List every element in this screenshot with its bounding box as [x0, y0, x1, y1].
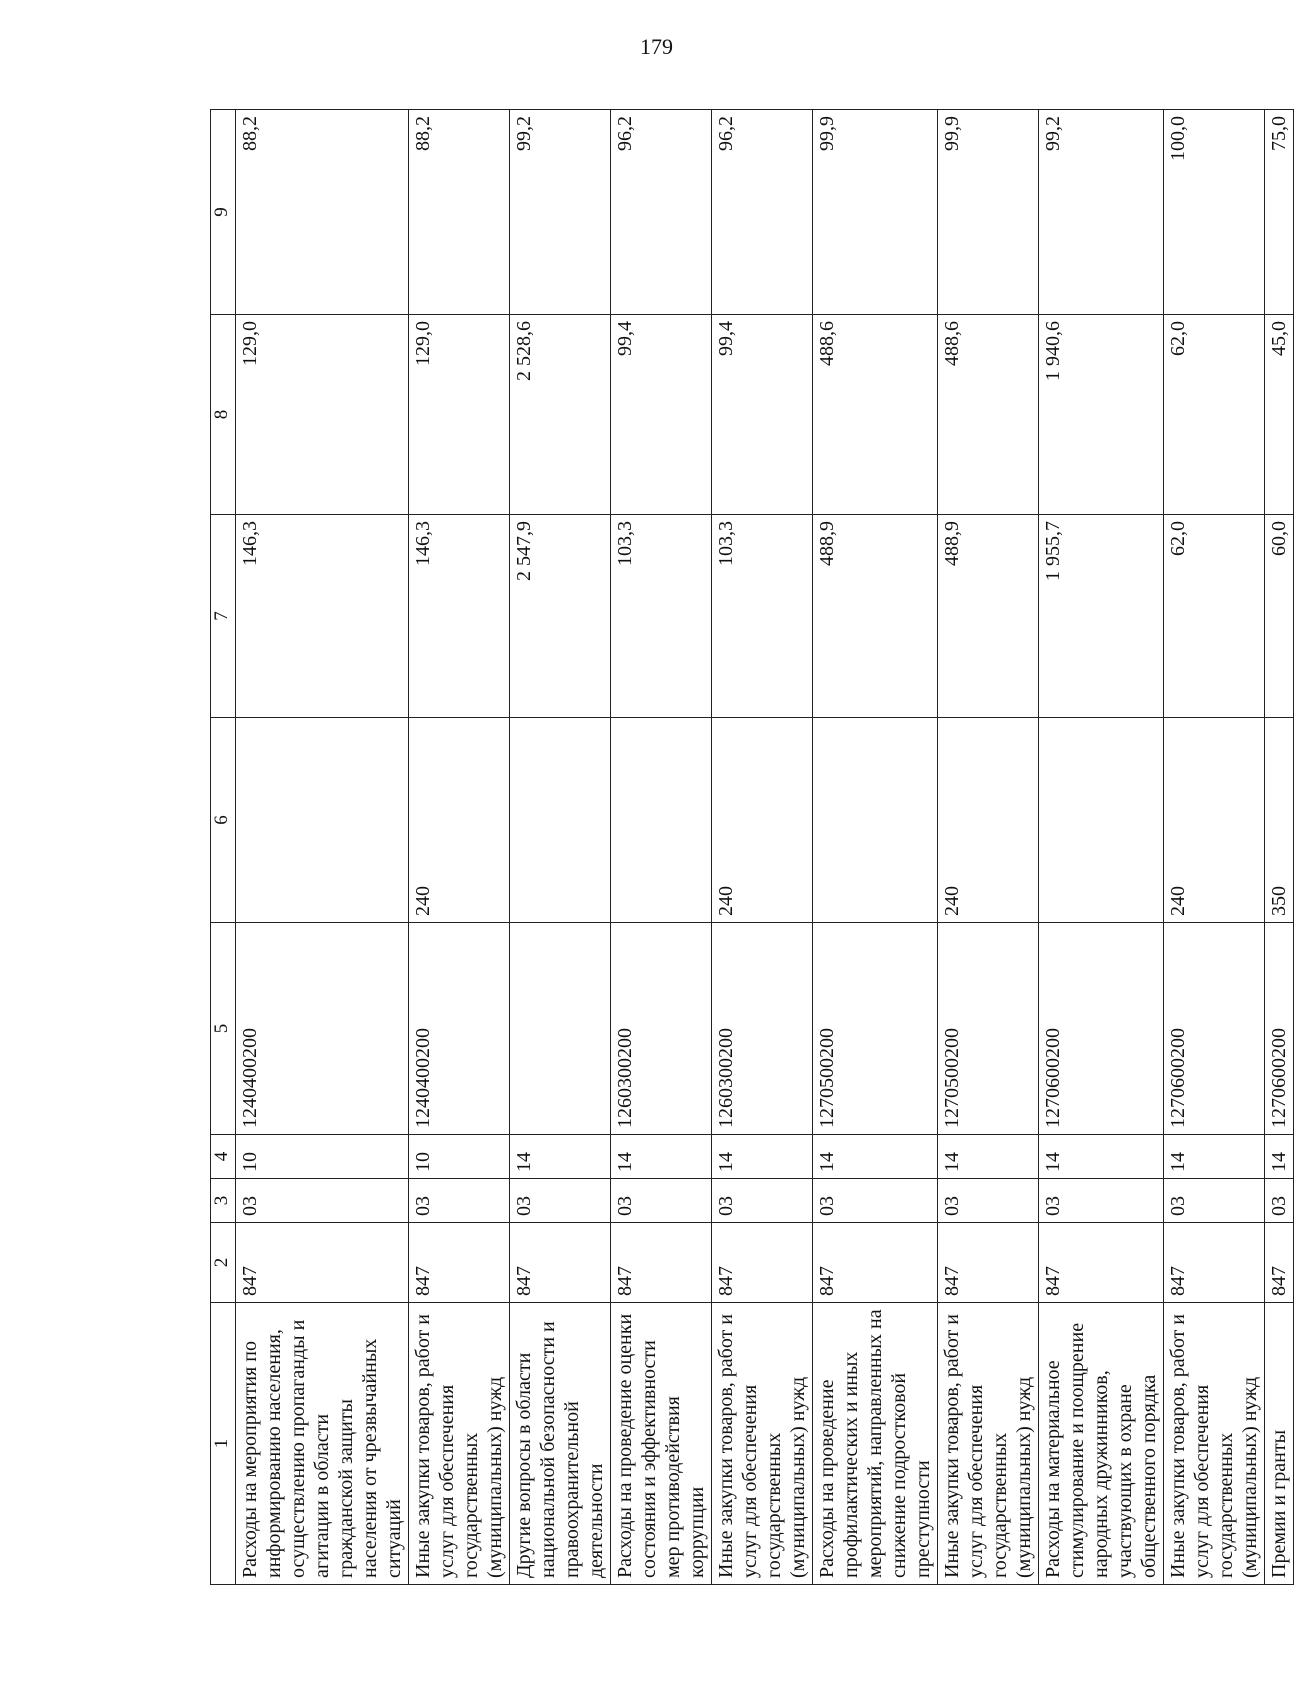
col-header-9: 9 — [211, 110, 236, 315]
cell-subsection: 14 — [813, 1135, 938, 1179]
table-row — [236, 110, 409, 1585]
row-name: Расходы на мероприятия по информированию населения, осуществлению пропаганды и агитации в области гражданской защиты населения от чрезвычайных ситуаций — [236, 1303, 409, 1585]
rotated-table-frame — [210, 110, 1290, 1585]
cell-percent: 96,2 — [712, 110, 813, 315]
cell-ministry-code: 847 — [510, 1223, 611, 1303]
table-row — [1039, 110, 1164, 1585]
cell-section: 03 — [409, 1179, 510, 1223]
cell-planned: 62,0 — [1164, 515, 1265, 718]
cell-planned: 146,3 — [236, 515, 409, 718]
table-row — [510, 110, 611, 1585]
cell-executed: 62,0 — [1164, 315, 1265, 515]
cell-subsection: 14 — [510, 1135, 611, 1179]
cell-target-article: 1270600200 — [1164, 923, 1265, 1135]
cell-executed: 129,0 — [236, 315, 409, 515]
col-header-4: 4 — [211, 1135, 236, 1179]
cell-section: 03 — [510, 1179, 611, 1223]
row-name: Расходы на материальное стимулирование и поощрение народных дружинников, участвующих в охране общественного порядка — [1039, 1303, 1164, 1585]
cell-section: 03 — [1265, 1179, 1294, 1223]
cell-percent: 99,2 — [1039, 110, 1164, 315]
col-header-7: 7 — [211, 515, 236, 718]
cell-expense-type — [611, 718, 712, 923]
col-header-5: 5 — [211, 923, 236, 1135]
cell-expense-type: 240 — [1164, 718, 1265, 923]
table-row — [1164, 110, 1265, 1585]
cell-expense-type: 240 — [938, 718, 1039, 923]
cell-percent: 88,2 — [236, 110, 409, 315]
cell-target-article — [510, 923, 611, 1135]
cell-executed: 129,0 — [409, 315, 510, 515]
cell-executed: 2 528,6 — [510, 315, 611, 515]
cell-percent: 99,9 — [813, 110, 938, 315]
cell-section: 03 — [1039, 1179, 1164, 1223]
row-name: Другие вопросы в области национальной безопасности и правоохранительной деятельности — [510, 1303, 611, 1585]
cell-ministry-code: 847 — [712, 1223, 813, 1303]
cell-expense-type: 240 — [409, 718, 510, 923]
cell-executed: 488,6 — [813, 315, 938, 515]
cell-subsection: 14 — [1039, 1135, 1164, 1179]
table-row — [813, 110, 938, 1585]
row-name: Иные закупки товаров, работ и услуг для обеспечения государственных (муниципальных) нужд — [409, 1303, 510, 1585]
cell-ministry-code: 847 — [236, 1223, 409, 1303]
cell-planned: 60,0 — [1265, 515, 1294, 718]
cell-planned: 103,3 — [712, 515, 813, 718]
row-name: Расходы на проведение оценки состояния и эффективности мер противодействия коррупции — [611, 1303, 712, 1585]
row-name: Расходы на проведение профилактических и иных мероприятий, направленных на снижение подростковой преступности — [813, 1303, 938, 1585]
cell-subsection: 14 — [1265, 1135, 1294, 1179]
cell-executed: 1 940,6 — [1039, 315, 1164, 515]
cell-section: 03 — [1164, 1179, 1265, 1223]
cell-planned: 1 955,7 — [1039, 515, 1164, 718]
cell-ministry-code: 847 — [1039, 1223, 1164, 1303]
cell-section: 03 — [813, 1179, 938, 1223]
row-name: Иные закупки товаров, работ и услуг для обеспечения государственных (муниципальных) нужд — [712, 1303, 813, 1585]
page-number: 179 — [640, 34, 673, 59]
cell-expense-type: 350 — [1265, 718, 1294, 923]
cell-target-article: 1270600200 — [1039, 923, 1164, 1135]
cell-section: 03 — [712, 1179, 813, 1223]
cell-percent: 100,0 — [1164, 110, 1265, 315]
cell-percent: 88,2 — [409, 110, 510, 315]
header-row — [211, 110, 236, 1585]
cell-subsection: 10 — [409, 1135, 510, 1179]
cell-planned: 488,9 — [813, 515, 938, 718]
cell-subsection: 14 — [938, 1135, 1039, 1179]
cell-expense-type — [236, 718, 409, 923]
table-row — [712, 110, 813, 1585]
cell-executed: 99,4 — [611, 315, 712, 515]
col-header-1: 1 — [211, 1303, 236, 1585]
cell-percent: 96,2 — [611, 110, 712, 315]
cell-planned: 146,3 — [409, 515, 510, 718]
cell-section: 03 — [938, 1179, 1039, 1223]
cell-target-article: 1240400200 — [236, 923, 409, 1135]
cell-ministry-code: 847 — [938, 1223, 1039, 1303]
cell-executed: 45,0 — [1265, 315, 1294, 515]
cell-executed: 99,4 — [712, 315, 813, 515]
cell-planned: 488,9 — [938, 515, 1039, 718]
row-name: Иные закупки товаров, работ и услуг для обеспечения государственных (муниципальных) нужд — [1164, 1303, 1265, 1585]
row-name: Премии и гранты — [1265, 1303, 1294, 1585]
cell-section: 03 — [611, 1179, 712, 1223]
cell-ministry-code: 847 — [813, 1223, 938, 1303]
cell-target-article: 1240400200 — [409, 923, 510, 1135]
cell-expense-type — [813, 718, 938, 923]
cell-percent: 99,9 — [938, 110, 1039, 315]
col-header-3: 3 — [211, 1179, 236, 1223]
cell-executed: 488,6 — [938, 315, 1039, 515]
table-container — [210, 110, 1290, 1585]
cell-subsection: 14 — [611, 1135, 712, 1179]
cell-ministry-code: 847 — [1265, 1223, 1294, 1303]
cell-planned: 2 547,9 — [510, 515, 611, 718]
budget-table — [210, 109, 1294, 1585]
cell-target-article: 1260300200 — [611, 923, 712, 1135]
cell-subsection: 10 — [236, 1135, 409, 1179]
cell-section: 03 — [236, 1179, 409, 1223]
row-name: Иные закупки товаров, работ и услуг для обеспечения государственных (муниципальных) нужд — [938, 1303, 1039, 1585]
cell-ministry-code: 847 — [409, 1223, 510, 1303]
table-row — [1265, 110, 1294, 1585]
col-header-6: 6 — [211, 718, 236, 923]
cell-ministry-code: 847 — [611, 1223, 712, 1303]
table-row — [611, 110, 712, 1585]
cell-subsection: 14 — [1164, 1135, 1265, 1179]
cell-target-article: 1270500200 — [813, 923, 938, 1135]
cell-target-article: 1260300200 — [712, 923, 813, 1135]
cell-target-article: 1270500200 — [938, 923, 1039, 1135]
table-row — [938, 110, 1039, 1585]
cell-target-article: 1270600200 — [1265, 923, 1294, 1135]
col-header-2: 2 — [211, 1223, 236, 1303]
table-row — [409, 110, 510, 1585]
cell-percent: 99,2 — [510, 110, 611, 315]
col-header-8: 8 — [211, 315, 236, 515]
cell-expense-type — [1039, 718, 1164, 923]
cell-percent: 75,0 — [1265, 110, 1294, 315]
cell-ministry-code: 847 — [1164, 1223, 1265, 1303]
cell-planned: 103,3 — [611, 515, 712, 718]
cell-subsection: 14 — [712, 1135, 813, 1179]
cell-expense-type: 240 — [712, 718, 813, 923]
cell-expense-type — [510, 718, 611, 923]
